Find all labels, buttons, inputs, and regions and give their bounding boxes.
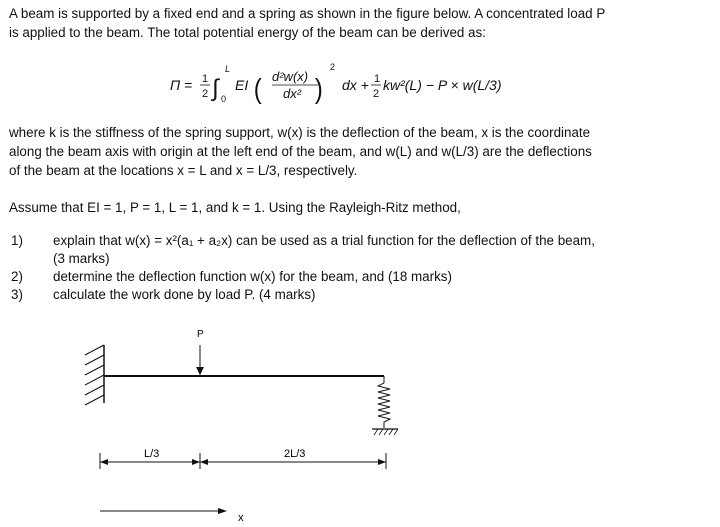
intro-line-1: A beam is supported by a fixed end and a spring as shown in the figure below. A concentrated load P: [9, 6, 606, 21]
x-axis-label: x: [238, 512, 244, 524]
list-item: [9, 251, 709, 269]
spring-half-den: 2: [373, 88, 380, 100]
formula-half-den: 2: [202, 88, 209, 100]
dimension-left-label: L/3: [144, 448, 160, 460]
formula-ei: EI: [235, 77, 249, 93]
task-text: determine the deflection function w(x) for the beam, and (18 marks): [53, 269, 452, 284]
dimension-right-label: 2L/3: [284, 448, 306, 460]
where-line-2: along the beam axis with origin at the left end of the beam, and w(L) and w(L/3) are the deflections: [9, 144, 592, 159]
beam-figure: [0, 315, 720, 527]
where-line-3: of the beam at the locations x = L and x = L/3, respectively.: [9, 163, 358, 178]
formula-dx: dx +: [342, 77, 369, 93]
potential-energy-formula: [150, 60, 570, 110]
spring-support: [372, 376, 398, 435]
task-text: calculate the work done by load P. (4 marks): [53, 287, 316, 302]
integral-upper: L: [225, 64, 231, 74]
formula-spring-term: kw²(L) − P × w(L/3): [383, 77, 502, 93]
list-item: [9, 233, 709, 251]
fixed-support: [85, 345, 104, 405]
task-list: [9, 233, 709, 305]
task-text: (3 marks): [53, 251, 110, 266]
formula-svg: [150, 60, 570, 110]
intro-line-2: is applied to the beam. The total potential energy of the beam can be derived as:: [9, 25, 486, 40]
task-number: 3): [11, 287, 23, 302]
task-text: explain that w(x) = x²(a₁ + a₂x) can be used as a trial function for the deflection of the beam,: [53, 233, 595, 248]
task-number: 2): [11, 269, 23, 284]
formula-power: 2: [330, 62, 336, 72]
left-paren: (: [253, 72, 262, 105]
derivative-den: dx²: [283, 86, 302, 101]
formula-half-num: 1: [202, 73, 209, 85]
dimension-lines: [100, 453, 386, 469]
load-arrow: [196, 345, 204, 375]
spring-half-num: 1: [374, 73, 381, 85]
assumption-line: Assume that EI = 1, P = 1, L = 1, and k = 1. Using the Rayleigh-Ritz method,: [9, 200, 461, 215]
task-number: 1): [11, 233, 23, 248]
where-line-1: where k is the stiffness of the spring support, w(x) is the deflection of the beam, x is the coordinate: [9, 125, 591, 140]
formula-lhs: Π =: [170, 77, 193, 93]
x-axis-arrow: [100, 508, 227, 514]
list-item: [9, 287, 709, 305]
right-paren: ): [314, 72, 323, 105]
list-item: [9, 269, 709, 287]
load-label: P: [197, 329, 204, 340]
integral-sign: ∫: [212, 75, 219, 102]
integral-lower: 0: [221, 94, 227, 104]
derivative-num: d²w(x): [272, 69, 309, 84]
